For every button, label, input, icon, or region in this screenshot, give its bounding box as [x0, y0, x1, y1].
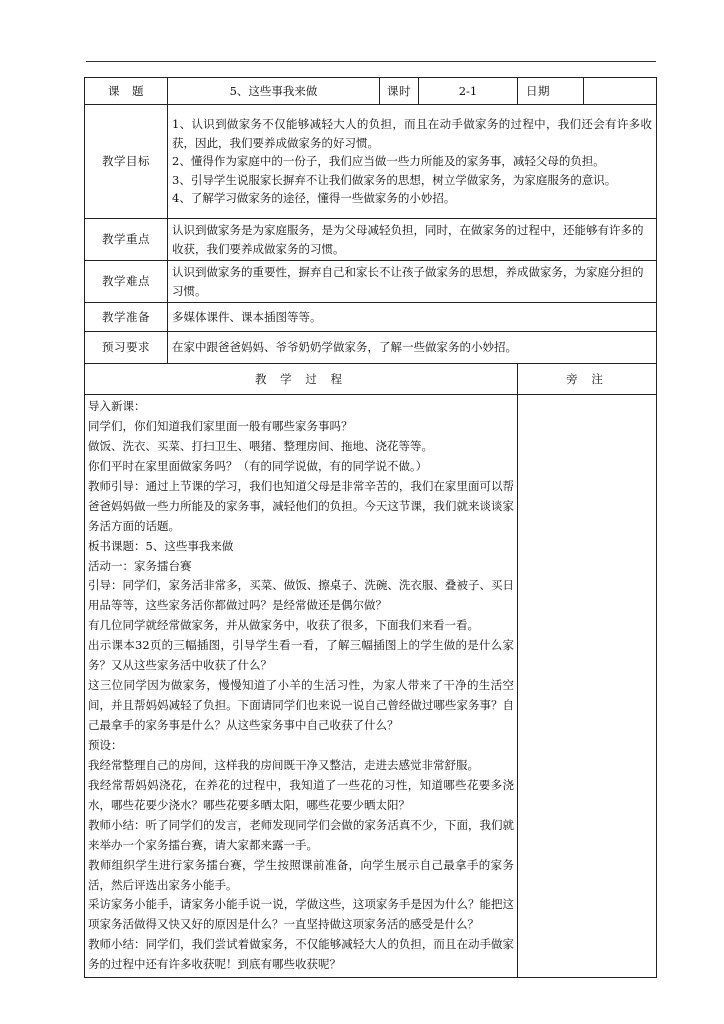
period-label: 课时: [380, 78, 419, 105]
process-paragraph: 同学们，你们知道我们家里面一般有哪些家务事吗？: [88, 418, 353, 433]
course-label: 课 题: [85, 78, 168, 105]
preparation-label: 教学准备: [85, 303, 168, 332]
process-paragraph: 我经常帮妈妈浇花，在养花的过程中，我知道了一些花的习性，知道哪些花要多浇水，哪些花要少浇水？哪些花要多晒太阳，哪些花要少晒太阳？: [88, 777, 514, 812]
goals-row: [85, 105, 657, 219]
preview-label: 预习要求: [85, 332, 168, 364]
process-paragraph: 板书课题：5、这些事我来做: [88, 538, 234, 553]
side-notes-header: 旁 注: [518, 364, 657, 395]
goals-content: [168, 105, 657, 219]
process-body-row: [85, 395, 657, 978]
goal-item: 4、了解学习做家务的途径，懂得一些做家务的小妙招。: [172, 191, 456, 206]
header-row: [85, 78, 657, 105]
key-point-label: 教学重点: [85, 219, 168, 261]
process-paragraph: 我经常整理自己的房间，这样我的房间既干净又整洁，走进去感觉非常舒服。: [88, 757, 479, 772]
process-paragraph: 这三位同学因为做家务，慢慢知道了小羊的生活习性，为家人带来了干净的生活空间，并且帮妈妈减轻了负担。下面请同学们也来说一说自己曾经做过哪些家务事？自己最拿手的家务事是什么？从这些家务事中自己收获了什么？: [88, 678, 514, 732]
period-value: 2-1: [419, 78, 518, 105]
page-header-rule: [86, 61, 656, 62]
course-title: 5、这些事我来做: [168, 78, 380, 105]
process-paragraph: 教师小结：听了同学们的发言，老师发现同学们会做的家务活真不少，下面，我们就来举办一个家务擂台赛，请大家都来露一手。: [88, 817, 514, 852]
process-paragraph: 你们平时在家里面做家务吗？（有的同学说做，有的同学说不做。）: [88, 458, 428, 473]
process-paragraph: 采访家务小能手，请家务小能手说一说，学做这些，这项家务手是因为什么？能把这项家务活做得又快又好的原因是什么？一直坚持做这项家务活的感受是什么？: [88, 897, 514, 932]
goals-label: 教学目标: [85, 105, 168, 219]
date-value: [584, 78, 657, 105]
process-paragraph: 预设：: [88, 737, 123, 752]
key-point-row: [85, 219, 657, 261]
process-paragraph: 引导：同学们，家务活非常多，买菜、做饭、擦桌子、洗碗、洗衣服、叠被子、买日用品等等，这些家务活你都做过吗？是经常做还是偶尔做？: [88, 578, 514, 613]
process-paragraph: 教师小结：同学们，我们尝试着做家务，不仅能够减轻大人的负担，而且在动手做家务的过程中还有许多收获呢！到底有哪些收获呢？: [88, 937, 514, 972]
process-paragraph: 有几位同学就经常做家务，并从做家务中，收获了很多，下面我们来看一看。: [88, 618, 479, 633]
process-paragraph: 出示课本32页的三幅插图，引导学生看一看，了解三幅插图上的学生做的是什么家务？又从这些家务活中收获了什么？: [88, 638, 514, 673]
side-notes-content: [518, 395, 657, 978]
difficulty-row: [85, 261, 657, 303]
difficulty-text: 认识到做家务的重要性，摒弃自己和家长不让孩子做家务的思想，养成做家务，为家庭分担的习惯。: [168, 261, 657, 303]
difficulty-label: 教学难点: [85, 261, 168, 303]
preparation-row: [85, 303, 657, 332]
date-label: 日期: [518, 78, 584, 105]
goal-item: 3、引导学生说服家长摒弃不让我们做家务的思想，树立学做家务，为家庭服务的意识。: [172, 172, 617, 187]
goal-item: 1、认识到做家务不仅能够减轻大人的负担，而且在动手做家务的过程中，我们还会有许多收获，因此，我们要养成做家务的好习惯。: [172, 116, 652, 150]
preview-text: 在家中跟爸爸妈妈、爷爷奶奶学做家务，了解一些做家务的小妙招。: [168, 332, 657, 364]
process-header: 教 学 过 程: [85, 364, 518, 395]
key-point-text: 认识到做家务是为家庭服务，是为父母减轻负担，同时，在做家务的过程中，还能够有许多的收获，我们要养成做家务的习惯。: [168, 219, 657, 261]
process-paragraph: 教师引导：通过上节课的学习，我们也知道父母是非常辛苦的，我们在家里面可以帮爸爸妈妈做一些力所能及的家务事，减轻他们的负担。今天这节课，我们就来谈谈家务活方面的话题。: [88, 478, 514, 533]
process-paragraph: 教师组织学生进行家务擂台赛，学生按照课前准备，向学生展示自己最拿手的家务活，然后评选出家务小能手。: [88, 857, 514, 892]
process-header-row: [85, 364, 657, 395]
process-content: [85, 395, 518, 978]
preview-row: [85, 332, 657, 364]
lesson-plan-table: [84, 77, 657, 978]
process-paragraph: 活动一：家务擂台赛: [88, 558, 192, 573]
process-paragraph: 做饭、洗衣、买菜、打扫卫生、喂猪、整理房间、拖地、浇花等等。: [88, 438, 433, 453]
process-paragraph: 导入新课：: [88, 399, 146, 413]
preparation-text: 多媒体课件、课本插图等等。: [168, 303, 657, 332]
goal-item: 2、懂得作为家庭中的一份子，我们应当做一些力所能及的家务事，减轻父母的负担。: [172, 154, 605, 169]
